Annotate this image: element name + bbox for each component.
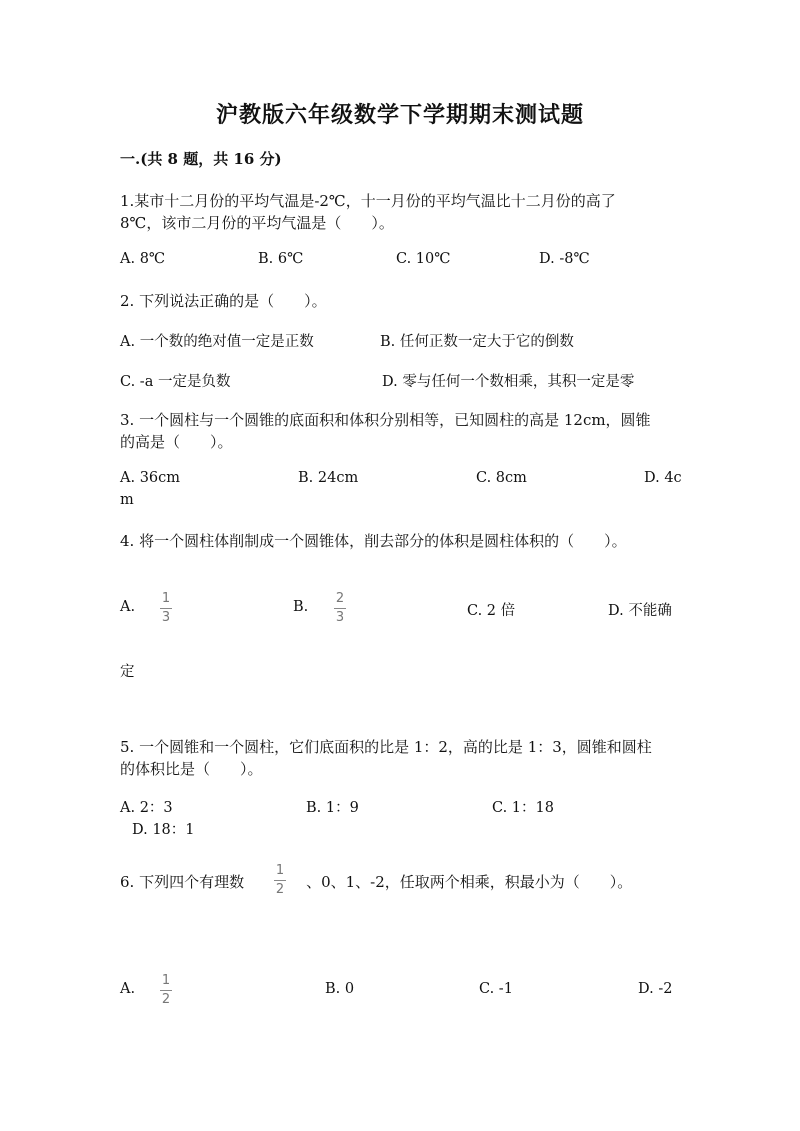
q5-option-a: A. 2：3 <box>120 800 173 816</box>
q2-stem: 2. 下列说法正确的是（ ）。 <box>120 292 327 310</box>
q4-option-d: D. 不能确 <box>608 603 672 619</box>
q4-option-a: A. <box>120 599 136 615</box>
q3-option-d-wrap: m <box>120 492 134 508</box>
q6-stem-suffix: 、0、1、-2，任取两个相乘，积最小为（ ）。 <box>306 873 633 891</box>
q1-stem-line2: 8℃，该市二月份的平均气温是（ ）。 <box>120 214 394 232</box>
q6-option-b: B. 0 <box>325 981 355 997</box>
q4-option-b-fraction <box>334 592 346 625</box>
fraction-denominator: 3 <box>161 610 171 625</box>
q3-option-c: C. 8cm <box>476 470 527 486</box>
q6-option-a: A. <box>120 981 136 997</box>
q3-option-b: B. 24cm <box>298 470 359 486</box>
q6-stem-prefix: 6. 下列四个有理数 <box>120 873 245 891</box>
fraction-numerator: 1 <box>161 591 171 606</box>
q2-option-a: A. 一个数的绝对值一定是正数 <box>120 334 314 350</box>
q4-option-a-fraction <box>160 592 172 625</box>
fraction-denominator: 2 <box>275 882 285 897</box>
q5-stem-line1: 5. 一个圆锥和一个圆柱，它们底面积的比是 1：2，高的比是 1：3，圆锥和圆柱 <box>120 738 652 756</box>
q4-option-d-wrap: 定 <box>120 664 135 680</box>
q2-option-c: C. -a 一定是负数 <box>120 374 231 390</box>
fraction-bar <box>334 608 346 609</box>
page-title: 沪教版六年级数学下学期期末测试题 <box>215 102 584 128</box>
q1-option-a: A. 8℃ <box>120 251 166 267</box>
q4-stem: 4. 将一个圆柱体削制成一个圆锥体，削去部分的体积是圆柱体积的（ ）。 <box>120 532 627 550</box>
q1-option-c: C. 10℃ <box>396 251 451 267</box>
q3-option-d: D. 4c <box>644 470 682 486</box>
q5-stem-line2: 的体积比是（ ）。 <box>120 760 263 778</box>
fraction-bar <box>160 990 172 991</box>
q3-stem-line1: 3. 一个圆柱与一个圆锥的底面积和体积分别相等，已知圆柱的高是 12cm，圆锥 <box>120 411 651 429</box>
fraction-numerator: 1 <box>161 973 171 988</box>
q6-stem-fraction <box>274 864 286 897</box>
q3-stem-line2: 的高是（ ）。 <box>120 433 233 451</box>
fraction-bar <box>160 608 172 609</box>
fraction-denominator: 2 <box>161 992 171 1007</box>
q1-option-b: B. 6℃ <box>258 251 304 267</box>
q2-option-b: B. 任何正数一定大于它的倒数 <box>380 334 574 350</box>
q4-option-c: C. 2 倍 <box>467 603 516 619</box>
fraction-numerator: 1 <box>275 863 285 878</box>
fraction-numerator: 2 <box>335 591 345 606</box>
q6-option-c: C. -1 <box>479 981 513 997</box>
q3-option-a: A. 36cm <box>120 470 181 486</box>
q1-option-d: D. -8℃ <box>539 251 590 267</box>
q5-option-d: D. 18：1 <box>132 822 195 838</box>
q5-option-c: C. 1：18 <box>492 800 554 816</box>
fraction-denominator: 3 <box>335 610 345 625</box>
q1-stem-line1: 1.某市十二月份的平均气温是-2℃，十一月份的平均气温比十二月份的高了 <box>120 192 616 210</box>
q5-option-b: B. 1：9 <box>306 800 359 816</box>
section-heading: 一.(共 8 题，共 16 分) <box>120 150 282 168</box>
q6-stem <box>120 871 632 892</box>
q6-option-d: D. -2 <box>638 981 673 997</box>
q4-option-b: B. <box>293 599 309 615</box>
q6-option-a-fraction <box>160 974 172 1007</box>
q2-option-d: D. 零与任何一个数相乘，其积一定是零 <box>382 374 635 390</box>
fraction-bar <box>274 880 286 881</box>
